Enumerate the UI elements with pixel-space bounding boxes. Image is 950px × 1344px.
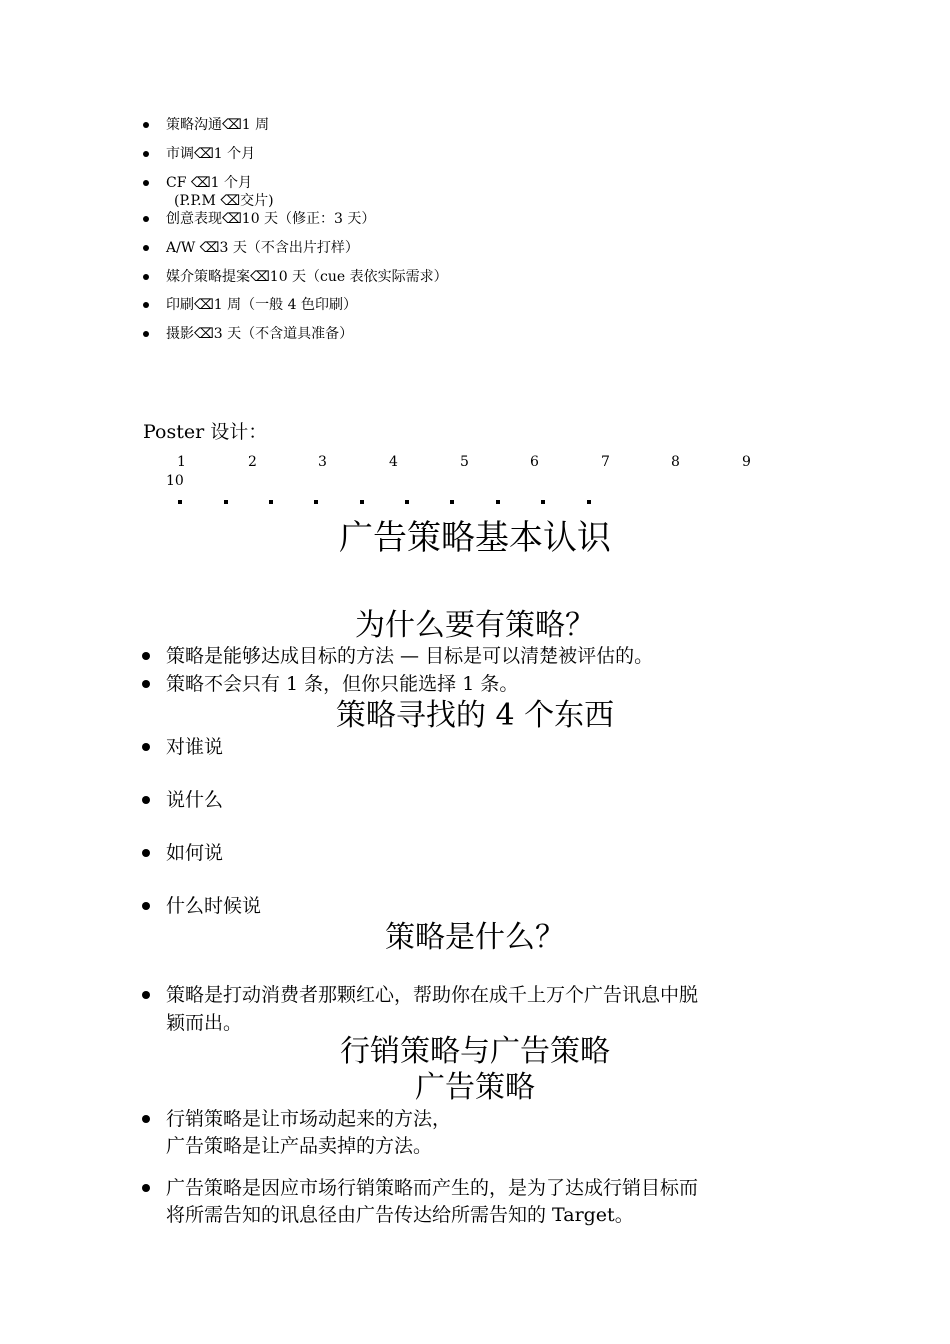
poster-number: 6 [530,454,539,470]
schedule-item: 印刷⌫1 周（一般 4 色印刷） [166,297,357,313]
bullet-icon [142,796,150,804]
bullet-icon [143,122,149,128]
bullet-icon [142,991,150,999]
section-title-four-things: 策略寻找的 4 个东西 [335,698,615,733]
poster-number: 5 [460,454,469,470]
marketing-line: 行销策略是让市场动起来的方法， [166,1108,452,1130]
marketing-line: 广告策略是让产品卖掉的方法。 [166,1135,433,1157]
dot-marker [178,500,182,504]
poster-number: 10 [166,473,184,489]
why-item: 策略不会只有 1 条，但你只能选择 1 条。 [166,673,519,695]
four-things-item: 什么时候说 [166,895,262,917]
schedule-item: 创意表现⌫10 天（修正：3 天） [166,211,376,227]
poster-number: 2 [248,454,257,470]
bullet-icon [142,1115,150,1123]
poster-number: 1 [177,454,186,470]
schedule-item: CF ⌫1 个月 [166,175,253,191]
poster-number: 3 [318,454,327,470]
schedule-item: 摄影⌫3 天（不含道具准备） [166,326,354,342]
bullet-icon [142,652,150,660]
poster-label: Poster 设计： [143,421,268,443]
bullet-icon [143,331,149,337]
dot-marker [224,500,228,504]
bullet-icon [143,302,149,308]
why-item: 策略是能够达成目标的方法 — 目标是可以清楚被评估的。 [166,645,654,667]
bullet-icon [143,180,149,186]
dot-marker [269,500,273,504]
poster-number: 7 [601,454,610,470]
bullet-icon [143,216,149,222]
bullet-icon [142,902,150,910]
dot-marker [360,500,364,504]
section-subtitle-advertising: 广告策略 [415,1070,535,1105]
section-title-what: 策略是什么？ [385,920,565,955]
marketing-line: 将所需告知的讯息径由广告传达给所需告知的 Target。 [166,1204,634,1226]
poster-number: 4 [389,454,398,470]
bullet-icon [142,680,150,688]
bullet-icon [143,274,149,280]
bullet-icon [142,1184,150,1192]
schedule-item: 媒介策略提案⌫10 天（cue 表依实际需求） [166,269,448,285]
schedule-item: 策略沟通⌫1 周 [166,117,270,133]
marketing-line: 广告策略是因应市场行销策略而产生的，是为了达成行销目标而 [166,1177,699,1199]
four-things-item: 对谁说 [166,736,224,758]
schedule-item: 市调⌫1 个月 [166,146,256,162]
dot-marker [587,500,591,504]
dot-marker [450,500,454,504]
what-line: 策略是打动消费者那颗红心，帮助你在成千上万个广告讯息中脱 [166,984,699,1006]
dot-marker [496,500,500,504]
bullet-icon [142,743,150,751]
bullet-icon [143,245,149,251]
section-title-why: 为什么要有策略？ [355,608,595,643]
four-things-item: 说什么 [166,789,224,811]
schedule-item-continuation: (P.P.M ⌫交片) [174,193,274,209]
four-things-item: 如何说 [166,842,224,864]
poster-number: 9 [742,454,751,470]
bullet-icon [143,151,149,157]
dot-marker [314,500,318,504]
schedule-item: A/W ⌫3 天（不含出片打样） [166,240,359,256]
section-title-marketing: 行销策略与广告策略 [340,1034,610,1069]
poster-number: 8 [671,454,680,470]
bullet-icon [142,849,150,857]
what-line: 颖而出。 [166,1012,243,1034]
main-title: 广告策略基本认识 [339,518,611,558]
dot-marker [405,500,409,504]
dot-marker [541,500,545,504]
